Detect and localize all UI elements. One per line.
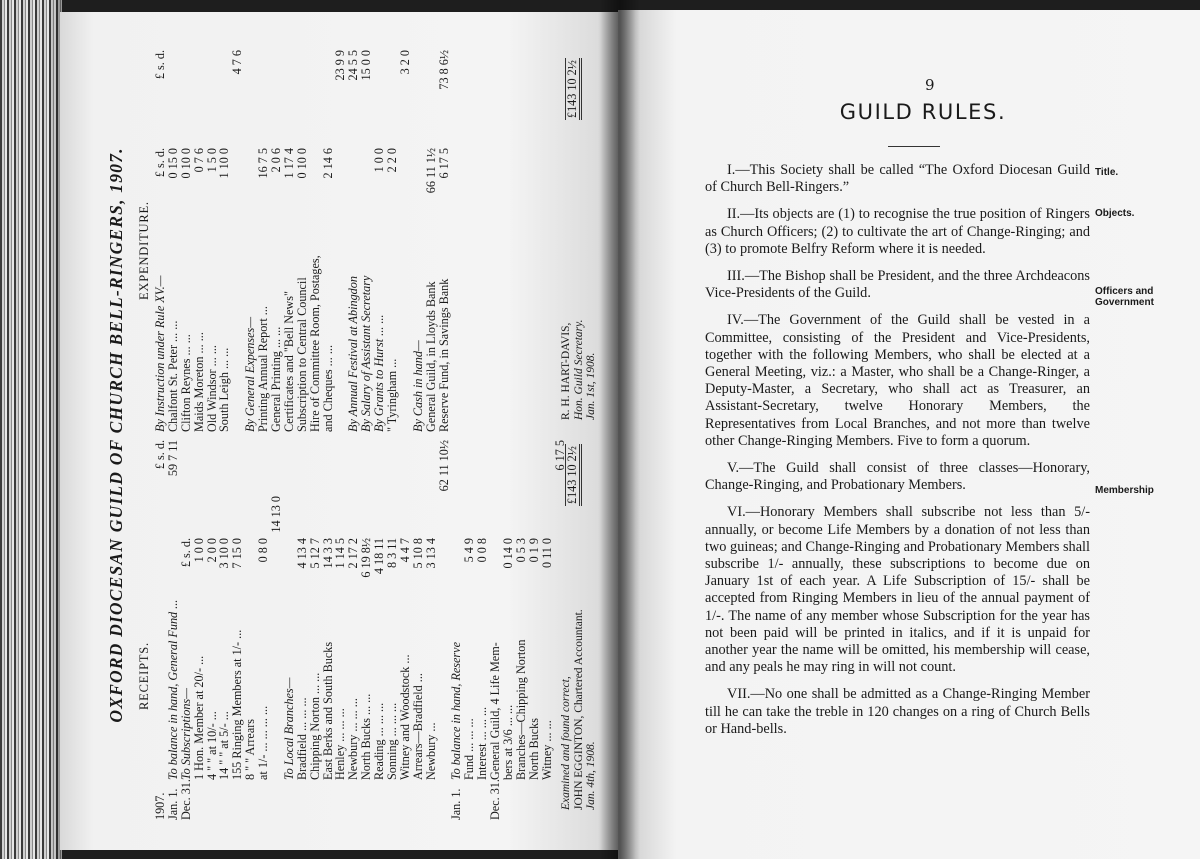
row-amount: 3 10 0 [217,538,232,569]
account-row [528,440,541,820]
rule-paragraph: II.—Its objects are (1) to recognise the true position of Ringers as Church Officers; (2) to cultivate the art of Change-Ringing; and (3) to promote Belfry Reform where it is needed. [705,206,1090,257]
row-amount: 6 17 5 [552,440,567,471]
row-description: Printing Annual Report ... [256,306,271,432]
row-amount: 23 9 9 [333,50,348,81]
row-amount: 1 10 0 [217,148,232,179]
row-amount: £ s. d. [153,50,167,80]
row-amount: 2 0 0 [204,538,219,563]
receipts-column [154,440,567,820]
row-description: Sonning ... ... ... [385,702,400,780]
row-amount: 1 5 0 [204,148,219,173]
row-amount: 14 3 3 [320,538,335,569]
row-description: Interest ... ... ... [475,706,490,780]
row-description: General Guild, in Lloyds Bank [423,281,438,432]
account-row [386,50,399,432]
row-amount: £ s. d. [153,148,167,178]
row-amount: 2 17 2 [346,538,361,569]
account-row [154,440,167,820]
row-description: 155 Ringing Members at 1/- ... [230,629,245,780]
row-amount: 4 4 7 [397,538,412,563]
row-amount: 16 7 5 [256,148,271,179]
row-description: To Local Branches— [281,677,296,780]
expenditure-column [154,50,450,432]
row-description: " Tyringham ... [385,358,400,432]
account-row [399,50,412,432]
accountant-signature [560,609,598,810]
row-amount: 4 13 4 [294,538,309,569]
row-amount: 3 2 0 [397,50,412,75]
account-row [502,440,515,820]
row-amount: 0 15 0 [165,148,180,179]
account-row [541,440,554,820]
rule-paragraph: V.—The Guild shall consist of three classes—Honorary, Change-Ringing, and Probationary Members. [705,460,1090,494]
row-amount: 4 7 6 [230,50,245,75]
account-row [283,50,296,432]
row-amount: 5 4 9 [462,538,477,563]
row-description: Chipping Norton ... ... [307,672,322,780]
row-amount: 15 0 0 [359,50,374,81]
row-amount: 62 11 10½ [436,440,451,492]
row-amount: 2 2 0 [385,148,400,173]
row-amount: 24 5 5 [346,50,361,81]
row-description: Bradfield ... ... ... [294,697,309,780]
row-amount: 14 13 0 [269,496,284,533]
row-amount: 2 14 6 [320,148,335,179]
row-amount: 5 12 7 [307,538,322,569]
row-amount: 1 0 0 [191,538,206,563]
row-amount: 59 7 11 [165,440,180,477]
row-amount: £ s. d. [153,440,167,470]
page-number: 9 [925,76,935,94]
row-date: Dec. 31. [178,779,193,820]
row-amount: 0 7 6 [191,148,206,173]
row-description: 1 Hon. Member at 20/- ... [191,655,206,780]
row-description: Reading ... ... ... [372,702,387,780]
row-amount: 0 5 3 [513,538,528,563]
rule-paragraph: VII.—No one shall be admitted as a Change-Ringing Member till he can take the treble in 120 changes on a ring of Church Bells or Hand-bells. [705,686,1090,737]
row-description: To Subscriptions— [178,688,193,780]
row-description: Subscription to Central Council [294,277,309,432]
row-description: By General Expenses— [243,316,258,432]
row-description: By Annual Festival at Abingdon [346,276,361,432]
account-row [425,50,438,432]
signature-line: Jan. 4th, 1908. [585,741,597,810]
row-description: South Leigh ... ... [217,347,232,432]
title-divider [888,146,940,147]
account-row [283,440,296,820]
account-row [412,50,425,432]
expenditure-heading: EXPENDITURE. [137,201,151,300]
signature-line: Examined and found correct, [560,676,572,810]
row-description: bers at 3/6 ... ... [501,704,516,780]
row-description: Maids Moreton ... ... [191,332,206,432]
row-amount: 2 0 6 [269,148,284,173]
row-description: at 1/- ... ... ... ... [256,705,271,780]
row-description: Certificates and "Bell News" [281,291,296,432]
account-row [322,50,335,432]
accounts-table [106,50,600,820]
rules-body [705,162,1090,748]
signature-line: Jan. 1st, 1908. [585,352,597,420]
row-amount: 3 13 4 [423,538,438,569]
account-row [180,440,193,820]
accounts-rotated [106,50,600,820]
row-amount: 1 0 0 [372,148,387,173]
row-description: 14 " " at 5/- ... [217,711,232,780]
margin-note: Membership [1095,485,1154,496]
signature-line: JOHN EGGINTON, Chartered Accountant. [572,609,585,810]
accounts-title: OXFORD DIOCESAN GUILD OF CHURCH BELL-RINGERS, 1907. [106,147,126,723]
row-description: North Bucks ... ... [359,693,374,780]
rule-paragraph: I.—This Society shall be called “The Oxford Diocesan Guild of Church Bell-Ringers.” [705,162,1090,196]
account-row [218,50,231,432]
margin-note: Officers and Government [1095,286,1154,308]
account-row [412,440,425,820]
rule-paragraph: IV.—The Government of the Guild shall be vested in a Committee, consisting of the President and Vice-Presidents, together with the following Members, who shall be elected at a General Meeting, viz.: a Master, who shall be a Change-Ringer, a Deputy-Master, a Secretary, who shall act as Treasurer, an Assistant-Secretary, twelve Honorary Members, the Representatives from Local Branches, and not more than twelve other Change-Ringing Members. Five to form a quorum. [705,312,1090,449]
row-amount: 0 8 0 [256,538,271,563]
account-row [296,440,309,820]
row-description: North Bucks [526,718,541,780]
row-amount: 1 14 5 [333,538,348,569]
row-description: Witney and Woodstock ... [397,654,412,780]
row-amount: 5 10 8 [410,538,425,569]
account-row [180,50,193,432]
row-date: 1907. [153,792,167,820]
row-amount: 4 18 11 [372,538,387,575]
row-description: East Berks and South Bucks [320,641,335,780]
row-amount: 0 14 0 [501,538,516,569]
row-amount: 66 11 1½ [423,148,438,194]
account-row [154,50,167,432]
signature-line: R. H. HART-DAVIS, [560,322,572,420]
row-amount: 6 17 5 [436,148,451,179]
account-row [296,50,309,432]
row-amount: 1 17 4 [281,148,296,179]
row-amount: 0 1 9 [526,538,541,563]
account-row [438,50,451,432]
row-description: General Printing ... ... [269,326,284,432]
account-row [270,440,283,820]
page-title: GUILD RULES. [839,100,1007,124]
row-description: Fund ... ... ... [462,718,477,780]
row-amount: £ s. d. [178,538,193,568]
signature-line: Hon. Guild Secretary. [572,319,585,420]
account-row [309,440,322,820]
row-description: Arrears—Bradfield ... [410,673,425,780]
row-description: 8 " " Arrears [243,718,258,780]
secretary-signature [560,319,598,420]
row-description: Hire of Committee Room, Postages, [307,255,322,432]
row-amount: 6 19 8½ [359,538,374,578]
account-row [425,440,438,820]
row-amount: 7 15 0 [230,538,245,569]
row-date: Dec. 31. [488,779,503,820]
row-date: Jan. 1. [165,788,180,820]
account-row [386,440,399,820]
account-row [193,50,206,432]
row-amount: 0 11 0 [539,538,554,569]
row-description: Chalfont St. Peter ... ... [165,320,180,432]
row-amount: 0 10 0 [178,148,193,179]
row-description: To balance in hand, General Fund ... [165,599,180,780]
margin-note: Objects. [1095,208,1135,219]
row-description: Newbury ... ... ... [346,698,361,780]
row-description: By Grants to Hurst ... ... [372,314,387,432]
rule-paragraph: III.—The Bishop shall be President, and the three Archdeacons Vice-Presidents of the Guild. [705,268,1090,302]
row-description: By Instruction under Rule XV.— [153,275,167,432]
account-row [167,50,180,432]
row-description: Witney ... ... [539,720,554,780]
page-stack-edge [0,0,62,859]
receipts-heading: RECEIPTS. [137,642,151,710]
row-amount: 73 8 6½ [436,50,451,90]
account-row [193,440,206,820]
row-description: General Guild, 4 Life Mem- [488,642,503,780]
row-description: 4 " " at 10/- ... [204,711,219,780]
row-description: To balance in hand, Reserve [449,642,464,780]
expenditure-total: £143 10 2½ [565,58,582,120]
row-date: Jan. 1. [449,788,464,820]
row-description: Reserve Fund, in Savings Bank [436,278,451,432]
margin-note: Title. [1095,167,1119,178]
rule-paragraph: VI.—Honorary Members shall subscribe not less than 5/- annually, or become Life Members by a donation of not less than two guineas; and Change-Ringing and Probationary Members shall subscribe 1/- annually, these subscriptions to become due on January 1st of each year. A Life Subscription of 15/- shall be accepted from Ringing Members in lieu of the annual payment of 1/-. The name of any member whose Subscription for the year has not been paid will be printed in italics, and if it is unpaid for another year the name will be omitted, his membership will cease, and any peals he may ring in will not count. [705,504,1090,676]
account-row [309,50,322,432]
row-description: Henley ... ... ... [333,708,348,780]
account-row [399,440,412,820]
account-row [167,440,180,820]
account-row [270,50,283,432]
row-description: Old Windsor ... ... [204,345,219,432]
row-amount: 0 10 0 [294,148,309,179]
row-description: Newbury ... [423,722,438,780]
row-description: By Cash in hand— [410,340,425,432]
row-amount: 8 3 11 [385,538,400,569]
row-description: Clifton Reynes ... ... [178,334,193,432]
account-row [515,440,528,820]
row-description: Branches—Chipping Norton [513,639,528,780]
row-description: and Cheques ... ... [320,345,335,432]
row-amount: 0 0 8 [475,538,490,563]
row-description: By Salary of Assistant Secretary [359,275,374,432]
receipts-total: £143 10 2½ [565,444,582,506]
